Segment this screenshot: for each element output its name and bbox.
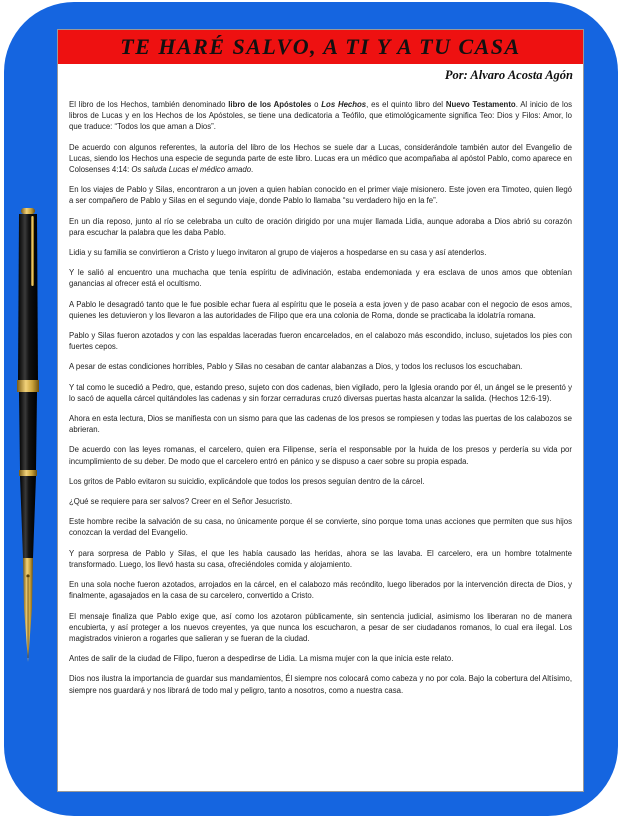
article-body xyxy=(69,99,572,705)
paragraph-15: Este hombre recibe la salvación de su casa, no únicamente porque él se convierte, sino porque toma unas acciones que permiten que sus hijos conozcan la verdad del Evangelio. xyxy=(69,517,572,538)
paragraph-4: En un día reposo, junto al río se celebraba un culto de oración dirigido por una mujer llamada Lidia, aunque adoraba a Dios abrió su corazón para escuchar la palabra que les daba Pablo. xyxy=(69,216,572,237)
paragraph-12: De acuerdo con las leyes romanas, el carcelero, quien era Filipense, sería el responsable por la huida de los presos y perdería su vida por incumplimiento de su deber. De modo que el carcelero entró en pánico y se dispuso a caer sobre su propia espada. xyxy=(69,445,572,466)
paragraph-17: En una sola noche fueron azotados, arrojados en la cárcel, en el calabozo más recóndito, luego liberados por la intervención directa de Dios, y finalmente, agasajados en la casa de su carcelero, convertido a Cristo. xyxy=(69,580,572,601)
paragraph-7: A Pablo le desagradó tanto que le fue posible echar fuera al espíritu que le poseía a esta joven y de paso acabar con el negocio de esos amos, quienes les detuvieron y los llevaron a las autoridades de Filipo que era una colonia de Roma, donde se practicaba la idolatría romana. xyxy=(69,299,572,320)
page-title: TE HARÉ SALVO, A TI Y A TU CASA xyxy=(120,34,521,59)
paragraph-13: Los gritos de Pablo evitaron su suicidio, explicándole que todos los presos seguían dentro de la cárcel. xyxy=(69,476,425,486)
paragraph-1: El libro de los Hechos, también denominado libro de los Apóstoles o Los Hechos, es el quinto libro del Nuevo Testamento. Al inicio de los libros de Lucas y en los Hechos de los Apóstoles, se tiene una dedicatoria a Teófilo, que etimológicamente significa Teo: Dios y Filos: Amor, lo que traduce: “Todos los que aman a Dios”. xyxy=(69,100,573,132)
paragraph-10: Y tal como le sucedió a Pedro, que, estando preso, sujeto con dos cadenas, bien vigilado, pero la Iglesia orando por él, un ángel se le presentó y lo sacó de aquella cárcel quitándoles las cadenas y sin forzar cerraduras cruzó diversas puertas hasta alcanzar la salida. (Hechos 12:6-19). xyxy=(69,382,572,403)
article-sheet xyxy=(57,29,584,792)
paragraph-20: Dios nos ilustra la importancia de guardar sus mandamientos, Él siempre nos colocará como cabeza y no por cola. Bajo la cobertura del Altísimo, siempre nos guardará y nos librará de todo mal y peligro, tanto a nosotros, como a nuestra casa. xyxy=(69,674,572,695)
title-banner xyxy=(58,30,583,64)
paragraph-9: A pesar de estas condiciones horribles, Pablo y Silas no cesaban de cantar alabanzas a Dios, y todos los reclusos los escuchaban. xyxy=(69,362,523,372)
paragraph-2: De acuerdo con algunos referentes, la autoría del libro de los Hechos se suele dar a Lucas, considerándole también autor del Evangelio de Lucas, siendo los Hechos una especie de segunda parte de este libro. Lucas era un médico que acompañaba al apóstol Pablo, como aparece en Colosenses 4:14: Os saluda Lucas el médico amado. xyxy=(69,142,572,175)
paragraph-6: Y le salió al encuentro una muchacha que tenía espíritu de adivinación, estaba endemoniada y era esclava de unos amos que obtenían ganancias al ofrecer está el ocultismo. xyxy=(69,268,572,289)
fountain-pen-icon xyxy=(13,208,43,662)
paragraph-3: En los viajes de Pablo y Silas, encontraron a un joven a quien habían conocido en el primer viaje misionero. Este joven era Timoteo, quien llegó a ser compañero de Pablo y Silas en el segundo viaje, donde Pablo lo llamaba “su verdadero hijo en la fe”. xyxy=(69,185,572,206)
paragraph-14: ¿Qué se requiere para ser salvos? Creer en el Señor Jesucristo. xyxy=(69,497,293,507)
paragraph-18: El mensaje finaliza que Pablo exige que, así como los azotaron públicamente, sin sentencia judicial, asimismo los liberaran no de manera encubierta, y así proteger a los nuevos creyentes, ya que nunca los escucharon, a pesar de ser ciudadanos romanos, lo cual era ilegal. Los magistrados vinieron a rogarles que salieran y se fueran de la ciudad. xyxy=(69,611,572,643)
paragraph-5: Lidia y su familia se convirtieron a Cristo y luego invitaron al grupo de viajeros a hospedarse en su casa y así atenderlos. xyxy=(69,248,487,258)
paragraph-8: Pablo y Silas fueron azotados y con las espaldas laceradas fueron encarcelados, en el calabozo más escondido, incluso, sujetados los pies con fuertes cepos. xyxy=(69,331,572,352)
author-byline: Por: Alvaro Acosta Agón xyxy=(444,68,573,82)
paragraph-11: Ahora en esta lectura, Dios se manifiesta con un sismo para que las cadenas de los presos se rompiesen y todas las puertas de los calabozos se abrieran. xyxy=(69,414,572,435)
paragraph-19: Antes de salir de la ciudad de Filipo, fueron a despedirse de Lidia. La misma mujer con la que inicia este relato. xyxy=(69,654,454,664)
paragraph-16: Y para sorpresa de Pablo y Silas, el que les había causado las heridas, ahora se las lavaba. El carcelero, era un hombre totalmente transformado. Luego, los llevó hasta su casa, ofreciéndoles comida y alojamiento. xyxy=(69,548,572,569)
